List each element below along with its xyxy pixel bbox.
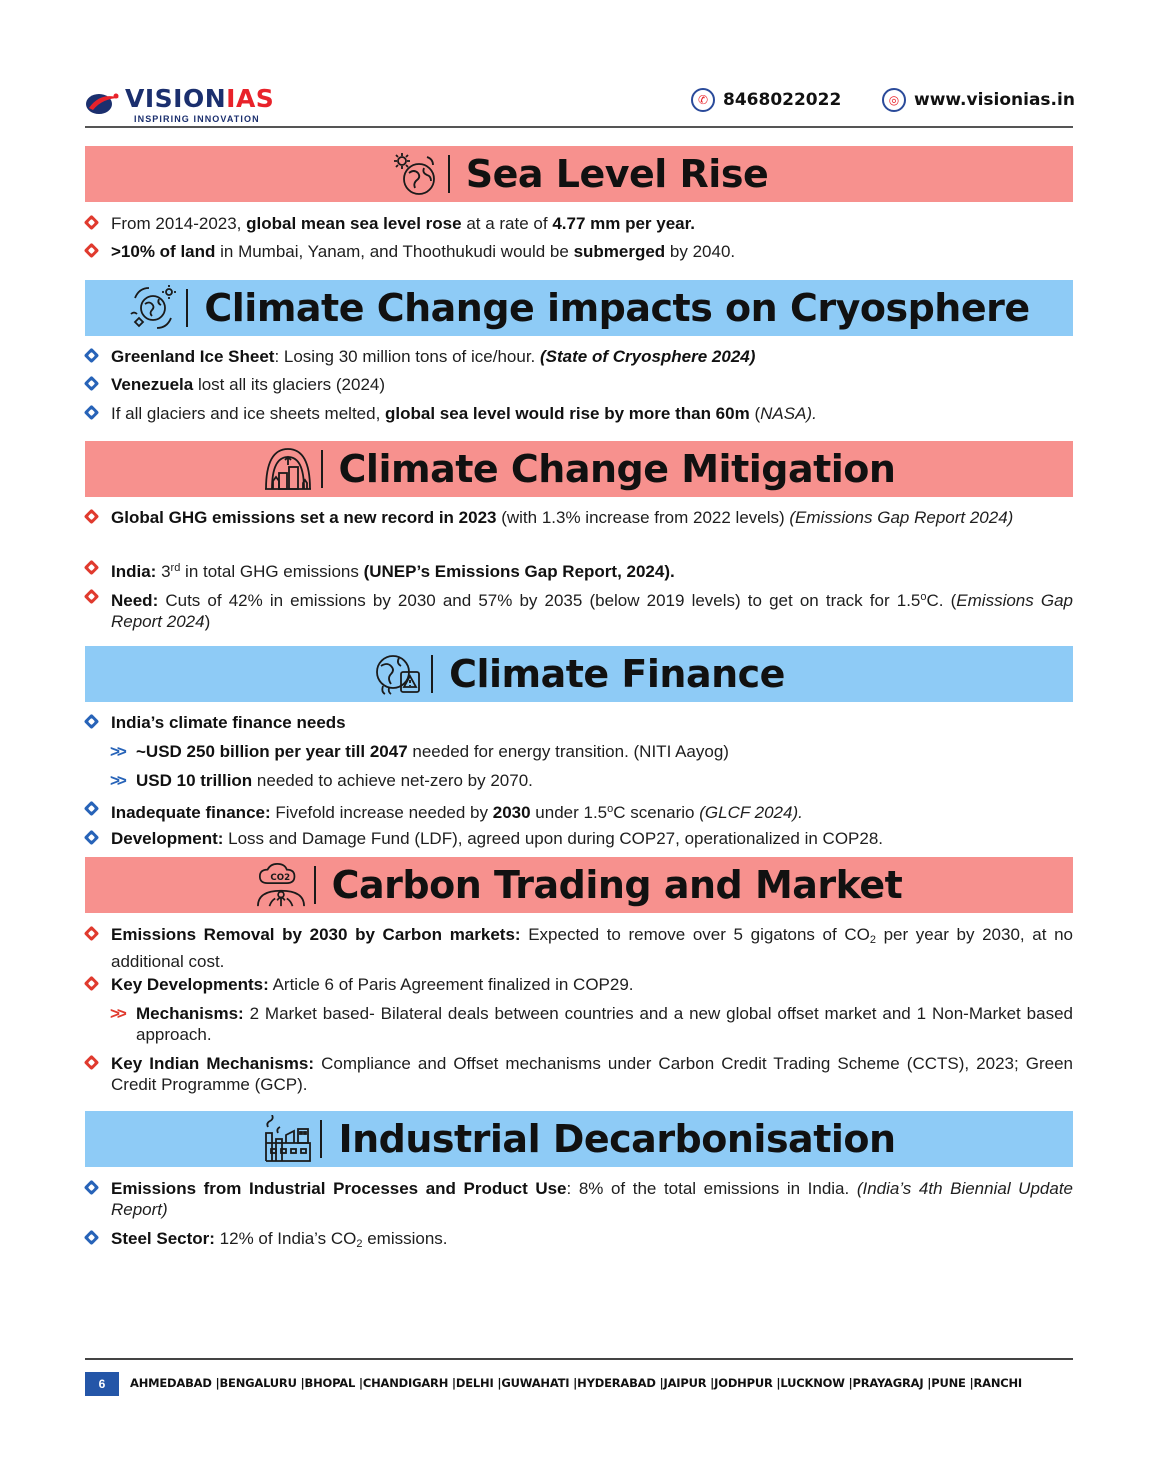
chevron-right-icon: >> — [110, 771, 124, 790]
list-item: Inadequate finance: Fivefold increase needed by 2030 under 1.5$^o$C scenario (GLCF 2024). — [85, 799, 1073, 823]
section-banner-cryosphere — [85, 280, 1073, 336]
website-link[interactable] — [882, 88, 1075, 112]
page-footer — [85, 1358, 1073, 1391]
banner-separator — [186, 289, 188, 327]
city-list: AHMEDABAD |BENGALURU |BHOPAL |CHANDIGARH |DELHI |GUWAHATI |HYDERABAD |JAIPUR |JODHPUR |LUCKNOW |PRAYAGRAJ |PUNE |RANCHI — [130, 1376, 1022, 1390]
section-banner-climate-finance — [85, 646, 1073, 702]
page-header — [85, 78, 1073, 128]
section-title: Sea Level Rise — [465, 152, 769, 196]
city-shield-icon — [263, 445, 313, 493]
co2-cloud-icon — [256, 861, 306, 909]
earth-climate-icon — [128, 284, 178, 332]
bullet-icon — [84, 1055, 100, 1071]
banner-separator — [314, 866, 316, 904]
bullet-icon — [84, 348, 100, 364]
list-item: Steel Sector: 12% of India’s $CO_2$ emissions. — [85, 1228, 1073, 1255]
list-item: Greenland Ice Sheet: Losing 30 million tons of ice/hour. (State of Cryosphere 2024) — [85, 346, 1073, 367]
list-item: Global GHG emissions set a new record in 2023 (with 1.3% increase from 2022 levels) (Emissions Gap Report 2024) — [85, 507, 1073, 528]
bullet-icon — [84, 509, 100, 525]
section-title: Carbon Trading and Market — [331, 863, 903, 907]
list-item: Key Indian Mechanisms: Compliance and Offset mechanisms under Carbon Credit Trading Scheme (CCTS), 2023; Green Credit Programme (GCP). — [85, 1053, 1073, 1095]
bullet-icon — [84, 926, 100, 942]
bullet-icon — [84, 714, 100, 730]
bullet-icon — [84, 215, 100, 231]
banner-separator — [431, 655, 433, 693]
banner-separator — [320, 1120, 322, 1158]
list-item: Emissions Removal by 2030 by Carbon markets: Expected to remove over 5 gigatons of $CO_2$ per year by 2030, at no additional cost. — [85, 924, 1073, 972]
globe-warning-icon — [373, 650, 423, 698]
svg-text:CO2: CO2 — [270, 873, 290, 884]
section-title: Climate Change Mitigation — [338, 447, 896, 491]
chevron-right-icon: >> — [110, 1004, 124, 1023]
bullet-icon — [84, 1230, 100, 1246]
list-item: India: 3rd in total GHG emissions (UNEP’s Emissions Gap Report, 2024). — [85, 558, 1073, 582]
bullet-icon — [84, 376, 100, 392]
factory-icon — [262, 1115, 312, 1163]
list-item: Emissions from Industrial Processes and Product Use: 8% of the total emissions in India. (India’s 4th Biennial Update Report) — [85, 1178, 1073, 1220]
list-item: Venezuela lost all its glaciers (2024) — [85, 374, 1073, 395]
section-title: Climate Finance — [449, 652, 785, 696]
section-banner-mitigation — [85, 441, 1073, 497]
bullet-icon — [84, 976, 100, 992]
phone-icon: ✆ — [691, 88, 715, 112]
bullet-icon — [84, 1180, 100, 1196]
logo-swoosh-icon — [85, 90, 121, 116]
website-url: www.visionias.in — [914, 90, 1075, 110]
list-item: Key Developments: Article 6 of Paris Agreement finalized in COP29. — [85, 974, 1073, 995]
section-banner-industrial-decarbonisation — [85, 1111, 1073, 1167]
list-item: >10% of land in Mumbai, Yanam, and Thoothukudi would be submerged by 2040. — [85, 241, 1073, 262]
banner-separator — [448, 155, 450, 193]
section-banner-sea-level-rise — [85, 146, 1073, 202]
section-title: Industrial Decarbonisation — [338, 1117, 896, 1161]
list-item: Development: Loss and Damage Fund (LDF), agreed upon during COP27, operationalized in COP28. — [85, 828, 1073, 849]
phone-number: 8468022022 — [723, 90, 842, 110]
section-banner-carbon-trading — [85, 857, 1073, 913]
logo-tagline: INSPIRING INNOVATION — [134, 114, 260, 124]
sub-list-item: >> USD 10 trillion needed to achieve net-zero by 2070. — [110, 771, 533, 790]
bullet-icon — [84, 830, 100, 846]
globe-warming-icon — [390, 150, 440, 198]
list-item: Need: Cuts of 42% in emissions by 2030 and 57% by 2035 (below 2019 levels) to get on track for 1.5$^o$C. (Emissions Gap Report 2024) — [85, 587, 1073, 632]
globe-icon: ◎ — [882, 88, 906, 112]
bullet-icon — [84, 589, 100, 605]
sub-list-item: >> Mechanisms: 2 Market based- Bilateral deals between countries and a new global offset market and 1 Non-Market based approach. — [110, 1004, 1073, 1044]
list-item: If all glaciers and ice sheets melted, global sea level would rise by more than 60m (NASA). — [85, 403, 1073, 424]
page-number: 6 — [85, 1372, 119, 1396]
list-item: India’s climate finance needs — [85, 712, 1073, 733]
bullet-icon — [84, 560, 100, 576]
sub-list-item: >> ~USD 250 billion per year till 2047 needed for energy transition. (NITI Aayog) — [110, 742, 729, 761]
banner-separator — [321, 450, 323, 488]
list-item: From 2014-2023, global mean sea level rose at a rate of 4.77 mm per year. — [85, 213, 1073, 234]
chevron-right-icon: >> — [110, 742, 124, 761]
bullet-icon — [84, 801, 100, 817]
bullet-icon — [84, 405, 100, 421]
phone-contact[interactable] — [691, 88, 841, 112]
section-title: Climate Change impacts on Cryosphere — [204, 286, 1030, 330]
bullet-icon — [84, 243, 100, 259]
logo-wordmark: VISIONIAS — [125, 84, 275, 113]
